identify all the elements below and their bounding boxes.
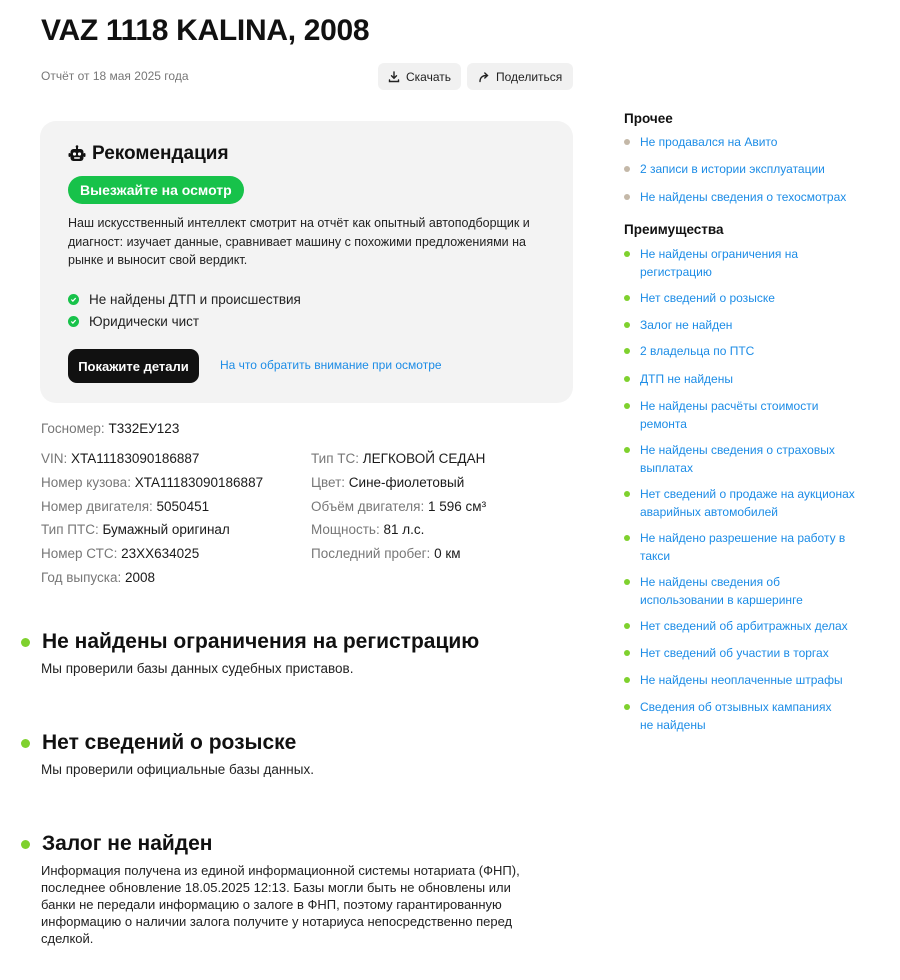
spec-year [41,570,155,585]
bullet-icon [624,704,630,710]
bullet-icon [624,650,630,656]
spec-value: ЛЕГКОВОЙ СЕДАН [362,451,486,466]
spec-label: Тип ТС: [311,451,360,466]
page-title: VAZ 1118 KALINA, 2008 [41,14,370,47]
sidebar-advantage-item[interactable]: Сведения об отзывных кампаниях не найдены [624,699,844,734]
section-title: Не найдены ограничения на регистрацию [42,630,480,653]
sidebar-advantage-item[interactable]: Залог не найден [624,317,864,335]
sidebar-advantages-heading: Преимущества [624,222,724,237]
sidebar-advantage-item[interactable]: Нет сведений о продаже на аукционах аварийных автомобилей [624,486,874,521]
check-label: Не найдены ДТП и происшествия [89,292,301,307]
sidebar-other-item[interactable]: Не продавался на Авито [624,134,864,152]
sidebar-advantage-item[interactable]: Нет сведений об арбитражных делах [624,618,864,636]
sidebar-advantage-item[interactable]: Не найдены неоплаченные штрафы [624,672,864,690]
spec-pts-type [41,522,230,537]
check-item [68,314,199,329]
spec-value: 0 км [434,546,461,561]
check-item [68,292,301,307]
spec-label: Объём двигателя: [311,499,425,514]
section-text: Информация получена из единой информационной системы нотариата (ФНП), последнее обновление 18.05.2025 12:13. Базы могли быть не обновлены или банки не передали информацию о залоге в ФНП, поэтому гарантированную информацию о наличии залога получите у нотариуса непосредственно перед сделкой. [41,863,520,946]
status-dot-icon [21,739,30,748]
bullet-icon [624,677,630,683]
spec-label: Год выпуска: [41,570,122,585]
spec-label: Цвет: [311,475,346,490]
bullet-icon [624,579,630,585]
share-label: Поделиться [496,69,563,84]
bullet-icon [624,403,630,409]
sidebar-advantage-item[interactable]: Нет сведений о розыске [624,290,864,308]
spec-value: Бумажный оригинал [102,522,230,537]
verdict-badge: Выезжайте на осмотр [68,176,244,204]
section-pledge [21,832,561,947]
bullet-icon [624,348,630,354]
spec-value: 1 596 см³ [428,499,487,514]
bullet-icon [624,166,630,172]
check-icon [68,316,79,327]
section-text: Мы проверили официальные базы данных. [41,762,314,777]
spec-value: 2008 [125,570,156,585]
recommendation-description: Наш искусственный интеллект смотрит на отчёт как опытный автоподборщик и диагност: изучает данные, сравнивает машину с похожими предложениями на рынке и выносит свой вердикт. [68,216,530,267]
spec-plate [41,421,179,436]
spec-vin [41,451,199,466]
sidebar-other-item[interactable]: Не найдены сведения о техосмотрах [624,189,864,207]
spec-label: Тип ПТС: [41,522,99,537]
sidebar-other-heading: Прочее [624,111,673,126]
sidebar-advantage-item[interactable]: Не найдены расчёты стоимости ремонта [624,398,839,433]
spec-label: Госномер: [41,421,105,436]
section-wanted [21,731,561,779]
status-dot-icon [21,840,30,849]
spec-power [311,522,424,537]
spec-value: 81 л.с. [383,522,425,537]
sidebar-advantage-item[interactable]: Не найдены сведения о страховых выплатах [624,442,849,477]
sidebar-advantage-item[interactable]: Не найдены сведения об использовании в каршеринге [624,574,829,609]
spec-label: Номер двигателя: [41,499,153,514]
spec-label: Номер кузова: [41,475,131,490]
robot-icon [68,145,86,163]
download-icon [388,71,400,83]
download-button[interactable] [378,63,461,90]
spec-sts-number [41,546,199,561]
bullet-icon [624,194,630,200]
share-button[interactable] [467,63,573,90]
bullet-icon [624,447,630,453]
bullet-icon [624,139,630,145]
spec-engine-volume [311,499,486,514]
bullet-icon [624,251,630,257]
check-icon [68,294,79,305]
spec-value: XTA11183090186887 [134,475,264,490]
spec-value: 23XX634025 [121,546,200,561]
recommendation-heading [68,143,229,165]
bullet-icon [624,295,630,301]
recommendation-card [40,121,573,403]
recommendation-title: Рекомендация [92,143,229,164]
spec-value: XTA11183090186887 [71,451,200,466]
spec-label: VIN: [41,451,68,466]
sidebar-advantage-item[interactable]: ДТП не найдены [624,371,864,389]
status-dot-icon [21,638,30,647]
section-title: Нет сведений о розыске [42,731,297,754]
check-label: Юридически чист [89,314,200,329]
spec-value: Сине-фиолетовый [348,475,465,490]
spec-value: 5050451 [156,499,210,514]
sidebar-advantage-item[interactable]: Не найдено разрешение на работу в такси [624,530,849,565]
section-text: Мы проверили базы данных судебных приставов. [41,661,354,676]
bullet-icon [624,376,630,382]
inspection-tips-link[interactable]: На что обратить внимание при осмотре [220,358,442,372]
section-title: Залог не найден [42,832,213,855]
spec-value: Т332ЕУ123 [108,421,180,436]
spec-vehicle-type [311,451,485,466]
bullet-icon [624,322,630,328]
sidebar-other-item[interactable]: 2 записи в истории эксплуатации [624,161,864,179]
spec-color [311,475,464,490]
spec-label: Номер СТС: [41,546,118,561]
show-details-button[interactable]: Покажите детали [68,349,199,383]
section-registration [21,630,561,678]
spec-label: Последний пробег: [311,546,431,561]
spec-mileage [311,546,461,561]
sidebar-advantage-item[interactable]: Нет сведений об участии в торгах [624,645,864,663]
bullet-icon [624,491,630,497]
bullet-icon [624,535,630,541]
share-icon [478,71,490,83]
bullet-icon [624,623,630,629]
download-label: Скачать [406,69,451,84]
spec-engine-number [41,499,209,514]
sidebar-advantage-item[interactable]: Не найдены ограничения на регистрацию [624,246,799,281]
spec-body-number [41,475,263,490]
report-date: Отчёт от 18 мая 2025 года [41,69,189,83]
spec-label: Мощность: [311,522,380,537]
sidebar-advantage-item[interactable]: 2 владельца по ПТС [624,343,864,361]
